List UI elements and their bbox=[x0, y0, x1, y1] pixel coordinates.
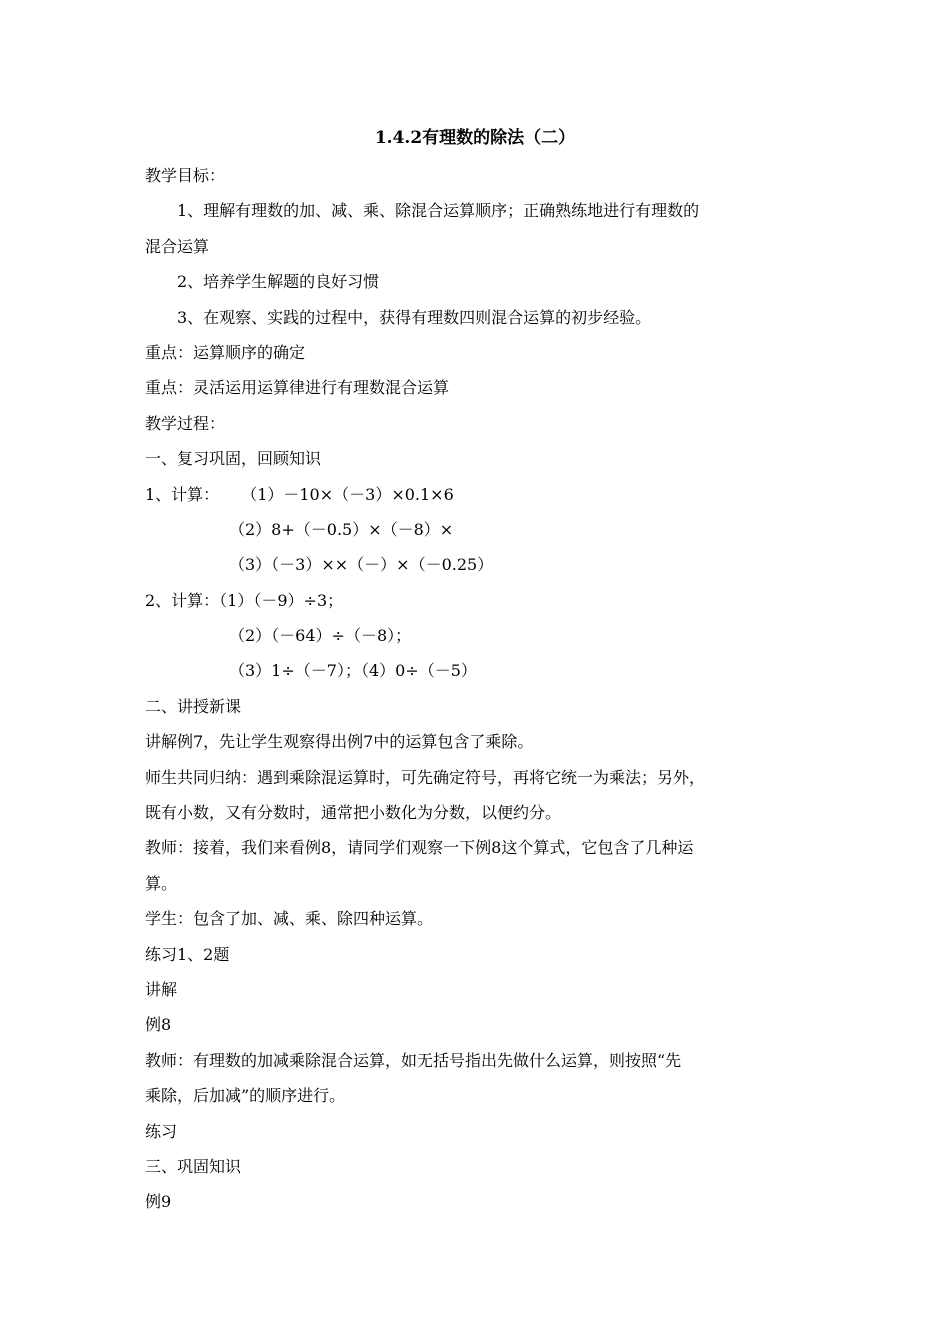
paragraph-goal-2: 2、培养学生解题的良好习惯 bbox=[177, 272, 380, 292]
section-heading-new-lesson: 二、讲授新课 bbox=[145, 696, 242, 716]
exercise-1-line-1 bbox=[145, 477, 815, 512]
paragraph-summary-continued: 既有小数，又有分数时，通常把小数化为分数，以便约分。 bbox=[145, 803, 562, 823]
section-heading-consolidate: 三、巩固知识 bbox=[145, 1156, 242, 1176]
paragraph-example-7: 讲解例7，先让学生观察得出例7中的运算包含了乘除。 bbox=[145, 732, 534, 752]
paragraph-teacher-1: 教师：接着，我们来看例8，请同学们观察一下例8这个算式，它包含了几种运 bbox=[145, 838, 694, 858]
paragraph-example-9: 例9 bbox=[145, 1192, 172, 1212]
paragraph-teacher-1-continued: 算。 bbox=[145, 873, 178, 893]
section-heading-review: 一、复习巩固，回顾知识 bbox=[145, 449, 322, 469]
paragraph-example-8: 例8 bbox=[145, 1015, 172, 1035]
paragraph-goal-1: 1、理解有理数的加、减、乘、除混合运算顺序；正确熟练地进行有理数的 bbox=[177, 201, 700, 221]
paragraph-goal-1-continued: 混合运算 bbox=[145, 236, 210, 256]
paragraph-key-point-1: 重点：运算顺序的确定 bbox=[145, 342, 306, 362]
paragraph-key-point-2: 重点：灵活运用运算律进行有理数混合运算 bbox=[145, 378, 450, 398]
exercise-1-item-3: （3）（－3）××（－）×（－0.25） bbox=[229, 555, 494, 575]
paragraph-teacher-2: 教师：有理数的加减乘除混合运算，如无括号指出先做什么运算，则按照“先 bbox=[145, 1050, 682, 1070]
document-title: 1.4.2有理数的除法（二） bbox=[374, 128, 576, 148]
paragraph-practice-1-2: 练习1、2题 bbox=[145, 944, 230, 964]
exercise-1-item-1: （1）－10×（－3）×0.1×6 bbox=[241, 484, 454, 504]
paragraph-goal-3: 3、在观察、实践的过程中，获得有理数四则混合运算的初步经验。 bbox=[177, 307, 652, 327]
exercise-1-label: 1、计算： bbox=[145, 484, 220, 504]
document-body bbox=[145, 158, 815, 1220]
exercise-1-item-2: （2）8+（－0.5）×（－8）× bbox=[229, 519, 454, 539]
paragraph-summary: 师生共同归纳：遇到乘除混运算时，可先确定符号，再将它统一为乘法；另外， bbox=[145, 767, 706, 787]
exercise-2-item-3-4: （3）1÷（－7）；（4）0÷（－5） bbox=[229, 661, 477, 681]
paragraph-teaching-goals-heading: 教学目标： bbox=[145, 166, 226, 185]
paragraph-explain: 讲解 bbox=[145, 979, 178, 999]
paragraph-teacher-2-continued: 乘除，后加减”的顺序进行。 bbox=[145, 1086, 346, 1106]
exercise-2-line-1: 2、计算：（1）（－9）÷3； bbox=[145, 590, 344, 610]
paragraph-practice: 练习 bbox=[145, 1121, 178, 1141]
paragraph-student: 学生：包含了加、减、乘、除四种运算。 bbox=[145, 909, 434, 929]
exercise-2-item-2: （2）（－64）÷（－8）； bbox=[229, 626, 412, 646]
paragraph-process-heading: 教学过程： bbox=[145, 413, 226, 433]
